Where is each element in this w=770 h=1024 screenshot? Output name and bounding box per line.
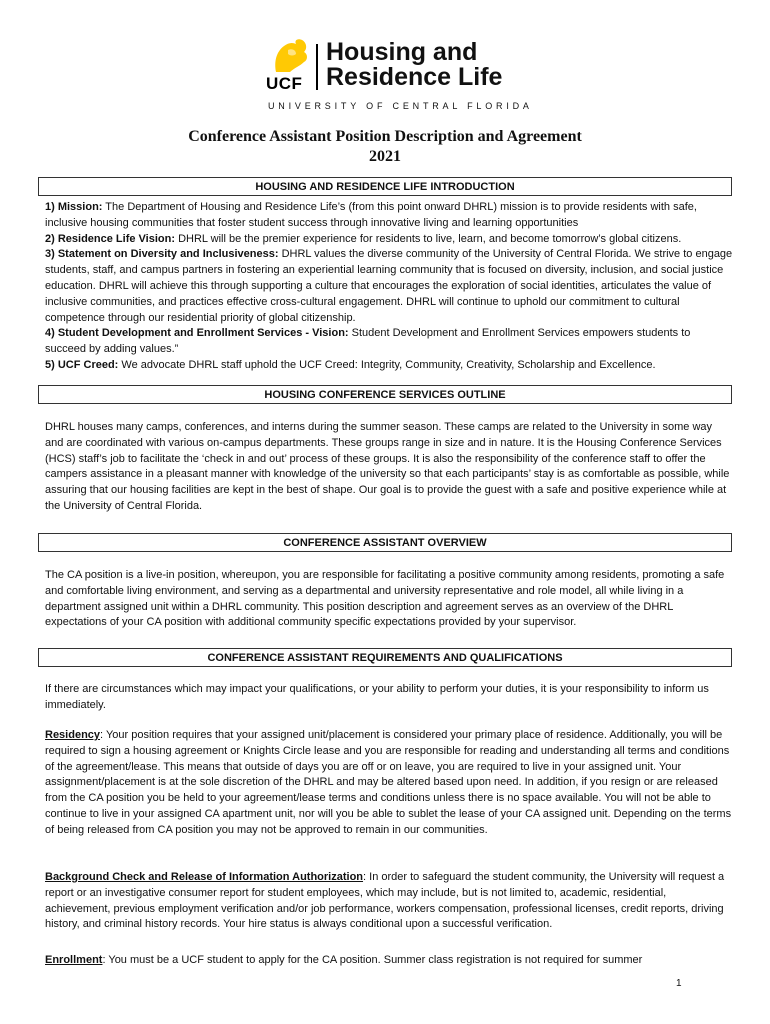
logo-university: UNIVERSITY OF CENTRAL FLORIDA [268,101,533,111]
creed-label: 5) UCF Creed: [45,358,119,371]
diversity-label: 3) Statement on Diversity and Inclusiveness: [45,248,279,261]
ucf-wordmark: UCF [266,74,303,93]
ucf-housing-logo [266,38,533,114]
logo-divider [316,44,318,90]
creed-paragraph [45,358,733,374]
document-year: 2021 [369,148,401,165]
logo-brand-line2: Residence Life [326,63,503,91]
background-paragraph [45,870,733,933]
enrollment-text: : You must be a UCF student to apply for the CA position. Summer class registration is not required for summer [102,954,643,966]
mission-paragraph [45,200,733,232]
requirements-intro: If there are circumstances which may impact your qualifications, or your ability to perform your duties, it is your responsibility to inform us immediately. [45,683,709,711]
pegasus-icon [270,38,310,74]
diversity-paragraph [45,247,733,326]
vision-paragraph [45,232,733,248]
enrollment-paragraph [45,953,733,969]
section-header-intro: HOUSING AND RESIDENCE LIFE INTRODUCTION [38,177,732,196]
section-header-overview: CONFERENCE ASSISTANT OVERVIEW [38,533,732,552]
residency-text: : Your position requires that your assigned unit/placement is considered your primary place of residence. Additionally, you will be required to sign a housing agreement or Knights Circle lease and you are responsible for reading and understanding all terms and conditions of the agreement/lease. This means that outside of days you are off or on leave, you are required to live in your assigned unit. Your assignment/placement is at the sole discretion of the DHRL and may be altered based upon need. In addition, if you resign or are released from the CA position you be held to your agreement/lease terms and conditions unless there is no space available. You will not be able to continue to live in your assigned CA apartment unit, nor will you be able to sublet the lease of your CA assigned unit. Depending on the terms of being released from CA position you may not be approved to remain in our communities. [45,729,732,836]
residency-label: Residency [45,729,101,741]
mission-text: The Department of Housing and Residence Life’s (from this point onward DHRL) mission is to provide residents with safe, inclusive housing communities that foster student success through innovative living and learning opportunities [45,201,697,229]
logo-brand-line1: Housing and [326,38,478,66]
document-title: Conference Assistant Position Description and Agreement [188,128,582,145]
creed-text: We advocate DHRL staff uphold the UCF Creed: Integrity, Community, Creativity, Scholarship and Excellence. [118,358,656,371]
section-header-requirements: CONFERENCE ASSISTANT REQUIREMENTS AND QUALIFICATIONS [38,648,732,667]
intro-body [45,200,733,374]
sdes-paragraph [45,326,733,358]
sdes-text: Student Development and Enrollment Services empowers students to succeed by adding values.” [45,327,691,356]
vision-text: DHRL will be the premier experience for residents to live, learn, and become tomorrow’s global citizens. [175,232,682,245]
vision-label: 2) Residence Life Vision: [45,232,176,245]
sdes-label: 4) Student Development and Enrollment Services - Vision: [45,327,349,340]
overview-paragraph: The CA position is a live-in position, whereupon, you are responsible for facilitating a positive community among residents, promoting a safe and comfortable living environment, and serving as a departmental and university representative and role model, all while living in a department assigned unit within a DHRL community. This position description and agreement serves as an overview of the DHRL expectations of your CA position with additional community specific expectations provided by your supervisor. [45,569,725,629]
enrollment-label: Enrollment [45,954,103,966]
residency-paragraph [45,728,733,839]
section-header-conference: HOUSING CONFERENCE SERVICES OUTLINE [38,385,732,404]
background-text: : In order to safeguard the student community, the University will request a report or an investigative consumer report for student employees, which may include, but is not limited to, academic, residential, achievement, previous employment verification and/or job performance, workers compensation, professional licenses, credit reports, driving history, and criminal history records. Your hire status is always conditional upon a successful verification. [45,871,725,931]
page-number: 1 [676,978,682,989]
conference-paragraph: DHRL houses many camps, conferences, and interns during the summer season. These camps are related to the University in some way and are coordinated with various on-campus departments. These groups range in size and in nature. It is the Housing Conference Services (HCS) staff’s job to facilitate the ‘check in and out’ process of these groups. It is also the responsibility of the conference staff to offer the campers assistance in a pleasant manner with knowledge of the university so that each participants’ stay is as comfortable as possible, while assuring that our housing facilities are kept in the best of shape. Our goal is to provide the guest with a safe and positive experience while at the University of Central Florida. [45,421,730,512]
diversity-text: DHRL values the diverse community of the University of Central Florida. We strive to engage students, staff, and campus partners in fostering an experiential learning community that is focused on diversity, inclusion, and social justice education. DHRL will achieve this through supporting a culture that encourages the exploration of social identities, articulates the value of inclusive communities, and practices effective cross-cultural engagement. DHRL will continue to uphold our commitment to cultural competence through our residential priority of global citizenship. [45,248,733,324]
background-label: Background Check and Release of Information Authorization [45,871,364,883]
mission-label: 1) Mission: [45,201,103,213]
